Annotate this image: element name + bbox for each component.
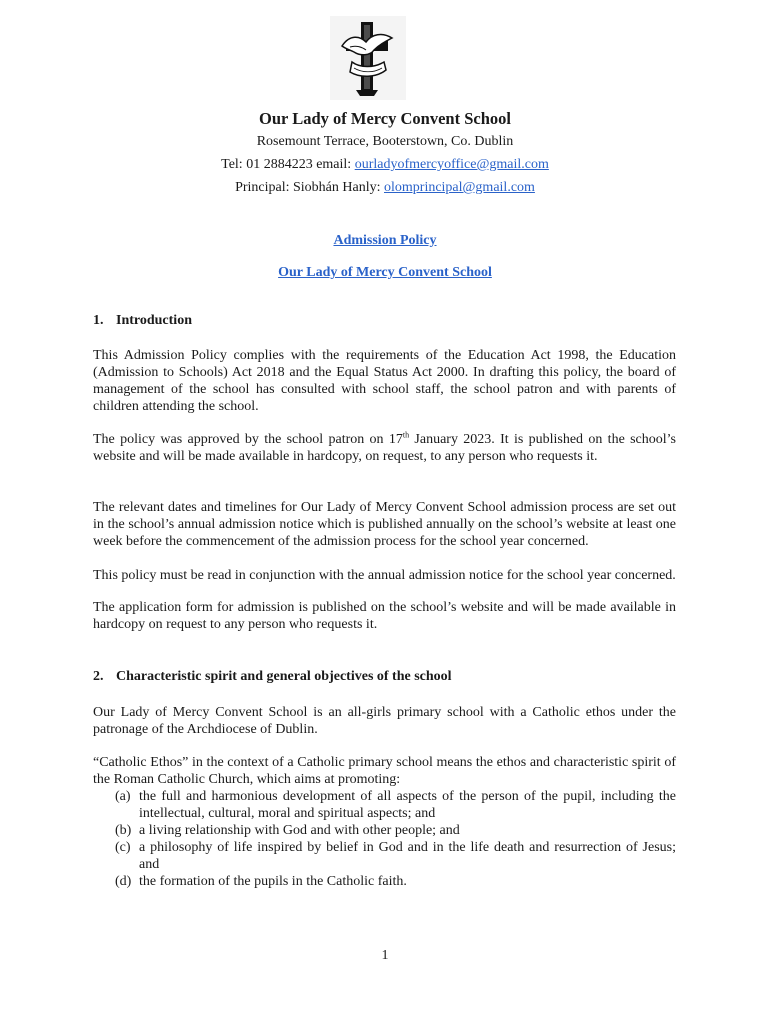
ordinal-suffix: th <box>402 430 410 440</box>
section-number: 2. <box>93 669 104 684</box>
section-heading-characteristic-spirit <box>93 669 452 685</box>
school-name-link[interactable]: Our Lady of Mercy Convent School <box>278 265 492 280</box>
section-title: Introduction <box>116 313 192 328</box>
policy-subtitle <box>0 263 770 281</box>
approval-text: The policy was approved by the school patron on 17 <box>93 432 403 447</box>
list-item <box>115 839 676 873</box>
intro-paragraph-1: This Admission Policy complies with the requirements of the Education Act 1998, the Education (Admission to Schools) Act 2018 and the Equal Status Act 2000. In drafting this policy, the board of management of the school has consulted with school staff, the school patron and with parents of children attending the school. <box>93 348 676 414</box>
principal-label: Principal: Siobhán Hanly: <box>235 180 384 195</box>
list-marker: (b) <box>115 823 132 838</box>
admission-policy-link[interactable]: Admission Policy <box>333 233 437 248</box>
list-item-text: the formation of the pupils in the Catholic faith. <box>139 874 407 889</box>
list-marker: (a) <box>115 789 131 804</box>
list-item <box>115 873 676 890</box>
section-title: Characteristic spirit and general objectives of the school <box>116 669 452 684</box>
cross-dove-icon <box>330 16 406 100</box>
list-item <box>115 788 676 822</box>
intro-paragraph-2 <box>93 431 676 465</box>
page-number: 1 <box>381 948 389 963</box>
contact-line <box>0 157 770 173</box>
list-marker: (d) <box>115 874 132 889</box>
intro-paragraph-3: The relevant dates and timelines for Our Lady of Mercy Convent School admission process are set out in the school’s annual admission notice which is published annually on the school’s website at least one week before the commencement of the admission process for the school year concerned. <box>93 500 676 549</box>
approval-text-continued: January 2023. It is published on the school’s website and will be made available in hardcopy, on request, to any person who requests it. <box>93 432 676 464</box>
tel-label: Tel: 01 2884223 email: <box>221 157 355 172</box>
policy-title <box>0 231 770 249</box>
intro-paragraph-4: This policy must be read in conjunction with the annual admission notice for the school year concerned. <box>93 568 676 583</box>
list-item-text: a living relationship with God and with other people; and <box>139 823 460 838</box>
section-heading-introduction <box>93 313 192 329</box>
school-address: Rosemount Terrace, Booterstown, Co. Dublin <box>256 134 514 149</box>
list-item-text: a philosophy of life inspired by belief in God and in the life death and resurrection of Jesus; and <box>139 840 676 872</box>
principal-line <box>0 180 770 196</box>
intro-paragraph-5: The application form for admission is published on the school’s website and will be made available in hardcopy on request to any person who requests it. <box>93 600 676 632</box>
ethos-objectives-list <box>115 788 676 890</box>
list-marker: (c) <box>115 840 131 855</box>
list-item-text: the full and harmonious development of all aspects of the person of the pupil, including the intellectual, cultural, moral and spiritual aspects; and <box>139 789 676 821</box>
spirit-paragraph-1: Our Lady of Mercy Convent School is an all-girls primary school with a Catholic ethos under the patronage of the Archdiocese of Dublin. <box>93 705 676 737</box>
spirit-paragraph-2: “Catholic Ethos” in the context of a Catholic primary school means the ethos and characteristic spirit of the Roman Catholic Church, which aims at promoting: <box>93 755 676 787</box>
section-number: 1. <box>93 313 104 328</box>
school-crest-logo <box>330 16 406 100</box>
list-item <box>115 822 676 839</box>
school-name-heading: Our Lady of Mercy Convent School <box>259 109 511 128</box>
office-email-link[interactable]: ourladyofmercyoffice@gmail.com <box>354 157 549 172</box>
principal-email-link[interactable]: olomprincipal@gmail.com <box>384 180 535 195</box>
